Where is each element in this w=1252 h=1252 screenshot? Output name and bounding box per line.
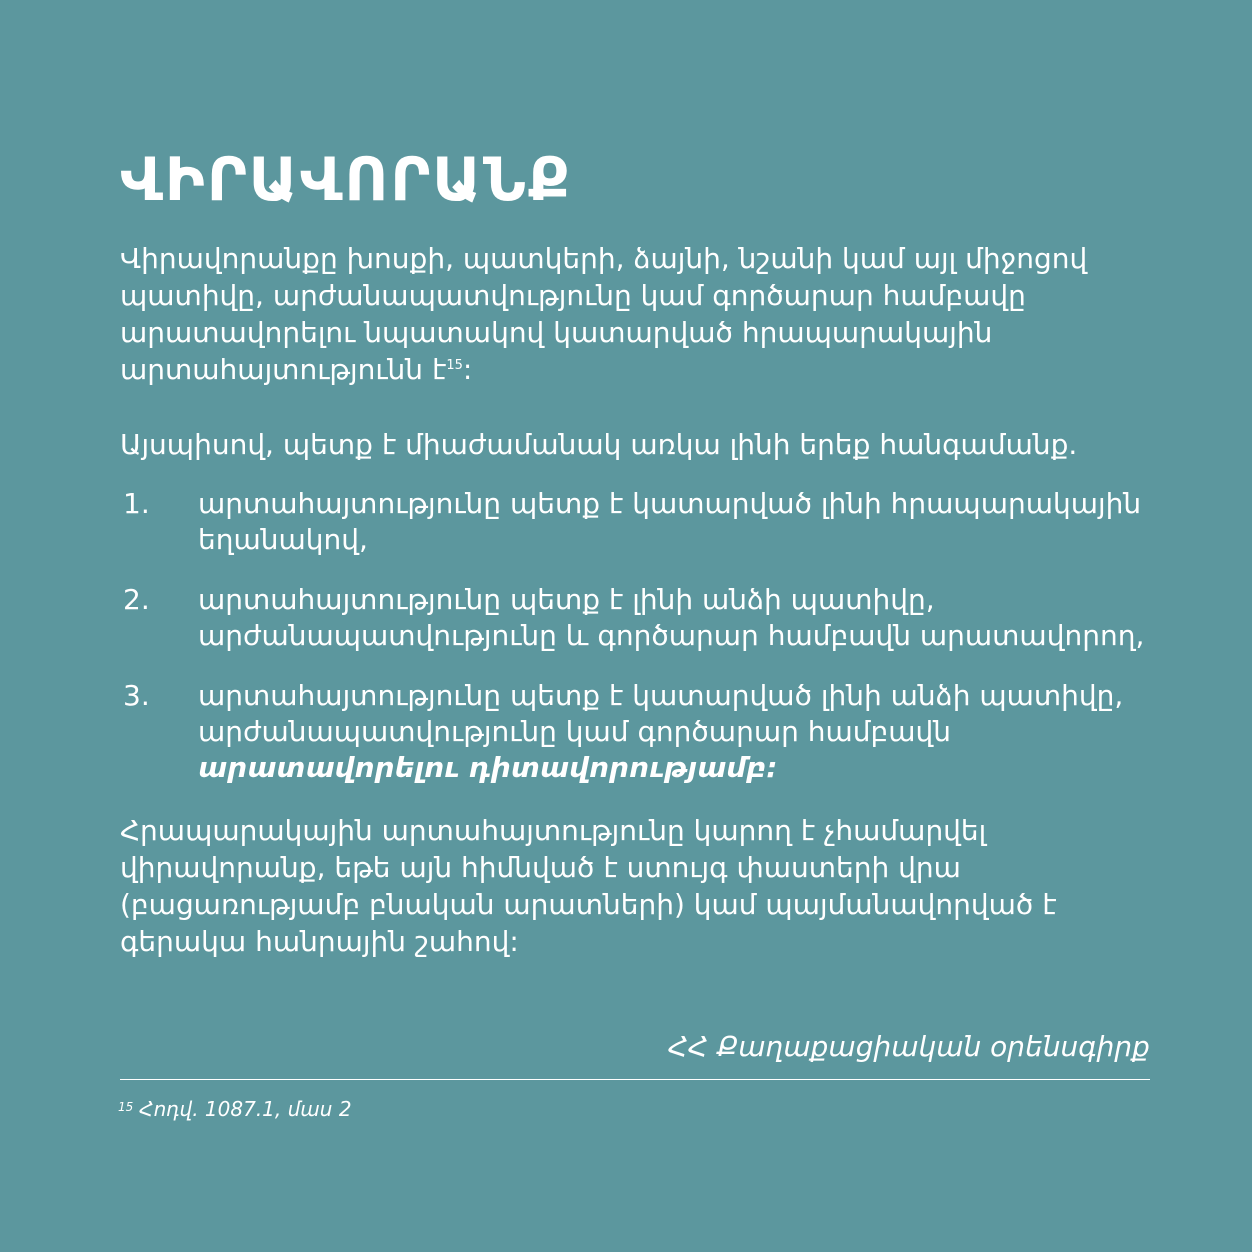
footnote-divider [120,1079,1150,1080]
definition-text: Վիրավորանքը խոսքի, պատկերի, ձայնի, նշանի կամ այլ միջոցով պատիվը, արժանապատվությունը կամ գործարար համբավը արատավորելու նպատակով կատարված հրապարակային արտահայտությունն է [120,242,1088,386]
list-item [120,582,1160,654]
list-item [120,486,1160,558]
conditions-lead: Այսպիսով, պետք է միաժամանակ առկա լինի երեք հանգամանք. [120,428,1078,461]
list-item-text: արտահայտությունը պետք է կատարված լինի անձի պատիվը, արժանապատվությունը կամ գործարար համբավն [198,679,1124,748]
list-item-emphasis: արատավորելու դիտավորությամբ: [198,751,778,784]
exception-paragraph: Հրապարակային արտահայտությունը կարող է չհամարվել վիրավորանք, եթե այն հիմնված է ստույգ փաստերի վրա (բացառությամբ բնական արատների) կամ պայմանավորված է գերակա հանրային շահով: [120,814,1057,958]
definition-paragraph [120,240,1160,388]
definition-end: : [462,353,473,386]
list-item-text: արտահայտությունը պետք է կատարված լինի հրապարակային եղանակով, [198,487,1142,556]
list-item [120,678,1160,786]
list-item-number: 3. [123,679,150,712]
conditions-list [120,486,1160,810]
list-item-text: արտահայտությունը պետք է լինի անձի պատիվը, արժանապատվությունը և գործարար համբավն արատավորող, [198,583,1145,652]
list-item-number: 2. [123,583,150,616]
list-item-number: 1. [123,487,150,520]
footnote-number: 15 [118,1100,134,1114]
footnote-reference[interactable]: 15 [446,358,463,373]
footnote-text: Հոդվ. 1087.1, մաս 2 [139,1097,352,1121]
source-citation: ՀՀ Քաղաքացիական օրենսգիրք [668,1030,1150,1063]
footnote [118,1094,352,1124]
page-title: ՎԻՐԱՎՈՐԱՆՔ [120,145,572,215]
